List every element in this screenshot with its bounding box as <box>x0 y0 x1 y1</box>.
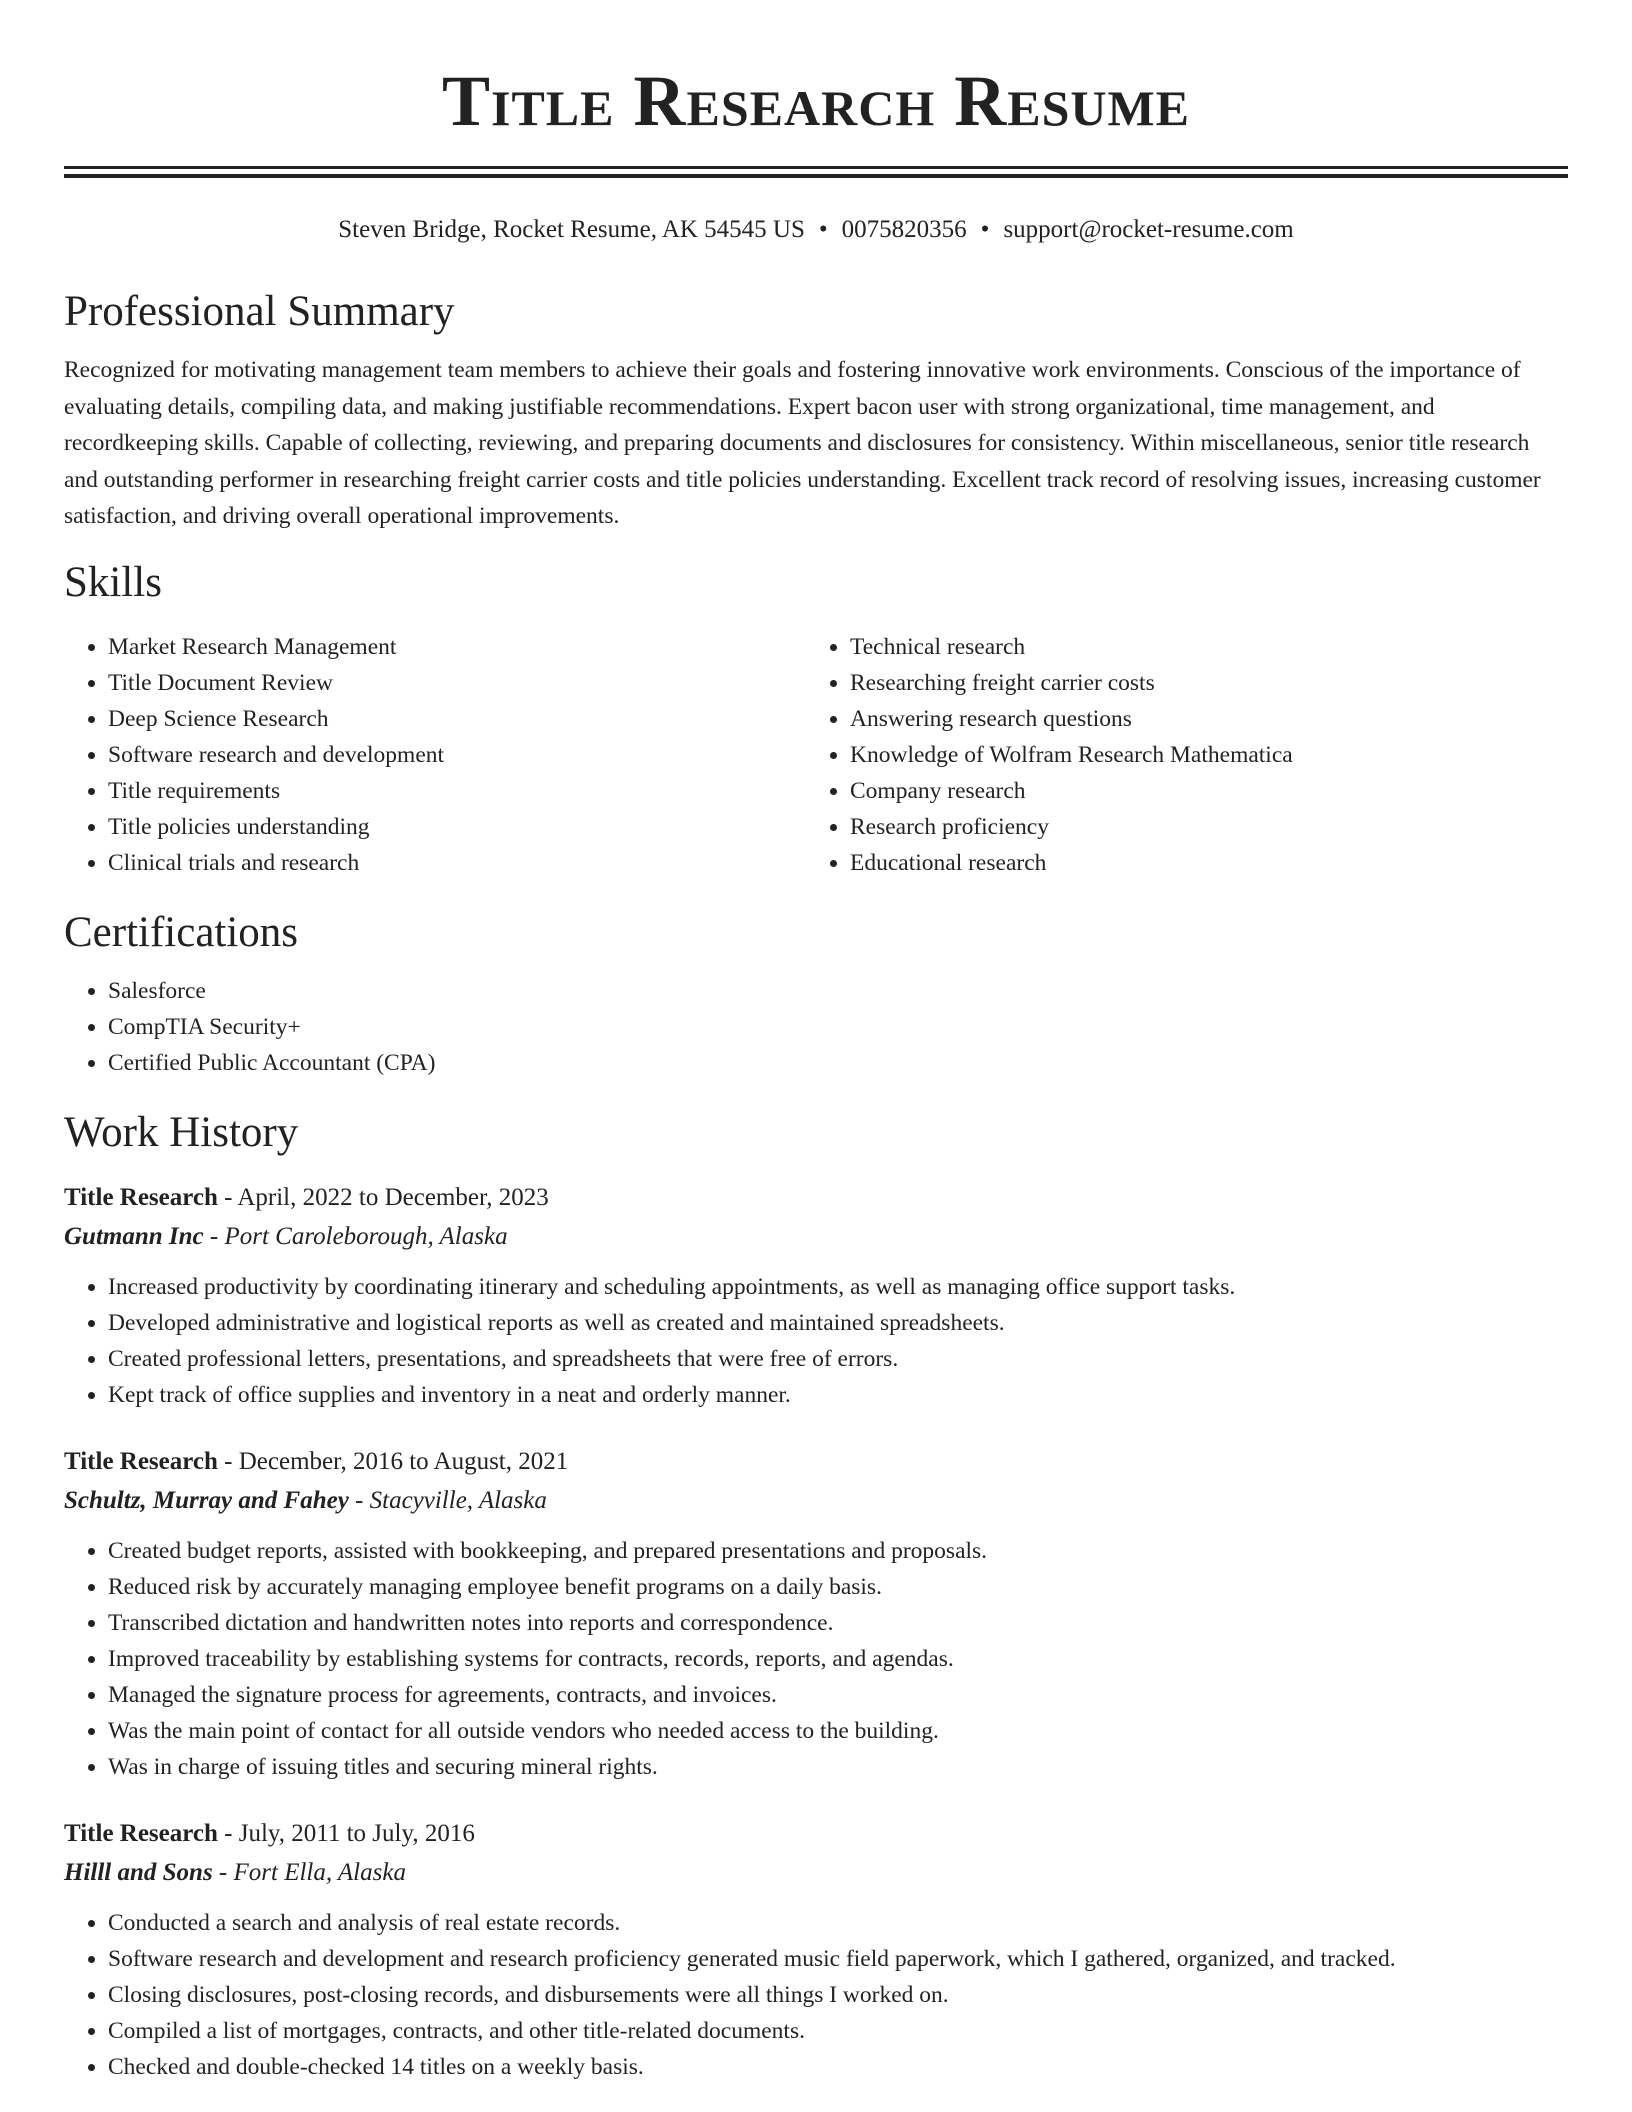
job-company: Hilll and Sons <box>64 1858 213 1886</box>
certification-item: • CompTIA Security+ <box>108 1009 1568 1045</box>
contact-address: Steven Bridge, Rocket Resume, AK 54545 US <box>338 216 805 243</box>
job-bullet: • Compiled a list of mortgages, contracts, and other title-related documents. <box>108 2013 1568 2049</box>
job-company-line <box>64 1481 1568 1521</box>
job-dash: - <box>203 1222 225 1250</box>
resume-title: Title Research Resume <box>441 61 1191 141</box>
contact-line <box>64 214 1568 246</box>
job-title-line <box>64 1443 1568 1481</box>
job-bullet: • Managed the signature process for agreements, contracts, and invoices. <box>108 1677 1568 1713</box>
skill-item: • Knowledge of Wolfram Research Mathematica <box>850 737 1548 773</box>
skill-item: • Software research and development <box>108 737 806 773</box>
job-dash: - <box>217 1183 238 1211</box>
job-company-line <box>64 1217 1568 1257</box>
job-company: Schultz, Murray and Fahey <box>64 1486 349 1514</box>
job-bullets <box>64 1269 1568 1413</box>
job-bullet: • Developed administrative and logistical reports as well as created and maintained spreadsheets. <box>108 1305 1568 1341</box>
job-bullet: • Reduced risk by accurately managing employee benefit programs on a daily basis. <box>108 1569 1568 1605</box>
certification-item: • Salesforce <box>108 973 1568 1009</box>
job-bullet: • Increased productivity by coordinating itinerary and scheduling appointments, as well as managing office support tasks. <box>108 1269 1568 1305</box>
job-bullet: • Created budget reports, assisted with bookkeeping, and prepared presentations and proposals. <box>108 1533 1568 1569</box>
job-location: Fort Ella, Alaska <box>233 1858 406 1886</box>
job-bullet: • Improved traceability by establishing systems for contracts, records, reports, and agendas. <box>108 1641 1568 1677</box>
certifications-heading: Certifications <box>64 908 299 956</box>
summary-text: Recognized for motivating management team members to achieve their goals and fostering innovative work environments. Conscious of the importance of evaluating details, compiling data, and making justifiable recommendations. Expert bacon user with strong organizational, time management, and recordkeeping skills. Capable of collecting, reviewing, and preparing documents and disclosures for consistency. Within miscellaneous, senior title research and outstanding performer in researching freight carrier costs and title policies understanding. Excellent track record of resolving issues, increasing customer satisfaction, and driving overall operational improvements. <box>64 357 1541 529</box>
job-entry <box>64 1443 1568 1785</box>
work-history-heading: Work History <box>64 1108 299 1156</box>
skill-item: • Answering research questions <box>850 701 1548 737</box>
job-bullet: • Created professional letters, presentations, and spreadsheets that were free of errors. <box>108 1341 1568 1377</box>
contact-separator: • <box>980 216 990 243</box>
job-bullets <box>64 1905 1568 2085</box>
header-rule-top <box>64 166 1568 169</box>
job-bullets <box>64 1533 1568 1785</box>
skills-columns <box>64 629 1568 881</box>
skills-column-right <box>806 629 1548 881</box>
job-title-line <box>64 1179 1568 1217</box>
job-dates: December, 2016 to August, 2021 <box>238 1447 569 1475</box>
job-bullet: • Was in charge of issuing titles and securing mineral rights. <box>108 1749 1568 1785</box>
skill-item: • Title requirements <box>108 773 806 809</box>
contact-separator: • <box>818 216 828 243</box>
job-location: Stacyville, Alaska <box>369 1486 547 1514</box>
job-dash: - <box>217 1447 239 1475</box>
skill-item: • Educational research <box>850 845 1548 881</box>
certifications-list <box>64 973 1568 1081</box>
header-rule-bottom <box>64 174 1568 178</box>
job-company: Gutmann Inc <box>64 1222 204 1250</box>
job-bullet: • Checked and double-checked 14 titles on a weekly basis. <box>108 2049 1568 2085</box>
job-dates: April, 2022 to December, 2023 <box>237 1183 549 1211</box>
skill-item: • Researching freight carrier costs <box>850 665 1548 701</box>
skills-list-right <box>806 629 1548 881</box>
job-dash: - <box>217 1819 239 1847</box>
resume-page <box>64 0 1568 2085</box>
contact-phone: 0075820356 <box>841 216 967 243</box>
job-dates: July, 2011 to July, 2016 <box>238 1819 475 1847</box>
skill-item: • Title Document Review <box>108 665 806 701</box>
job-bullet: • Conducted a search and analysis of real estate records. <box>108 1905 1568 1941</box>
job-title: Title Research <box>64 1447 218 1475</box>
job-dash: - <box>212 1858 234 1886</box>
skill-item: • Research proficiency <box>850 809 1548 845</box>
skill-item: • Company research <box>850 773 1548 809</box>
job-bullet: • Closing disclosures, post-closing records, and disbursements were all things I worked on. <box>108 1977 1568 2013</box>
contact-email: support@rocket-resume.com <box>1003 216 1294 243</box>
certification-item: • Certified Public Accountant (CPA) <box>108 1045 1568 1081</box>
skill-item: • Clinical trials and research <box>108 845 806 881</box>
job-dash: - <box>348 1486 370 1514</box>
skill-item: • Deep Science Research <box>108 701 806 737</box>
job-location: Port Caroleborough, Alaska <box>224 1222 508 1250</box>
job-bullet: • Was the main point of contact for all outside vendors who needed access to the building. <box>108 1713 1568 1749</box>
job-bullet: • Transcribed dictation and handwritten notes into reports and correspondence. <box>108 1605 1568 1641</box>
skills-heading: Skills <box>64 558 162 606</box>
skill-item: • Title policies understanding <box>108 809 806 845</box>
skills-list-left <box>64 629 806 881</box>
summary-heading: Professional Summary <box>64 288 455 335</box>
job-title-line <box>64 1815 1568 1853</box>
job-entry <box>64 1179 1568 1413</box>
skill-item: • Technical research <box>850 629 1548 665</box>
job-bullet: • Kept track of office supplies and inventory in a neat and orderly manner. <box>108 1377 1568 1413</box>
job-entry <box>64 1815 1568 2085</box>
job-title: Title Research <box>64 1183 218 1211</box>
skill-item: • Market Research Management <box>108 629 806 665</box>
skills-column-left <box>64 629 806 881</box>
job-company-line <box>64 1853 1568 1893</box>
job-title: Title Research <box>64 1819 218 1847</box>
job-bullet: • Software research and development and research proficiency generated music field paperwork, which I gathered, organized, and tracked. <box>108 1941 1568 1977</box>
